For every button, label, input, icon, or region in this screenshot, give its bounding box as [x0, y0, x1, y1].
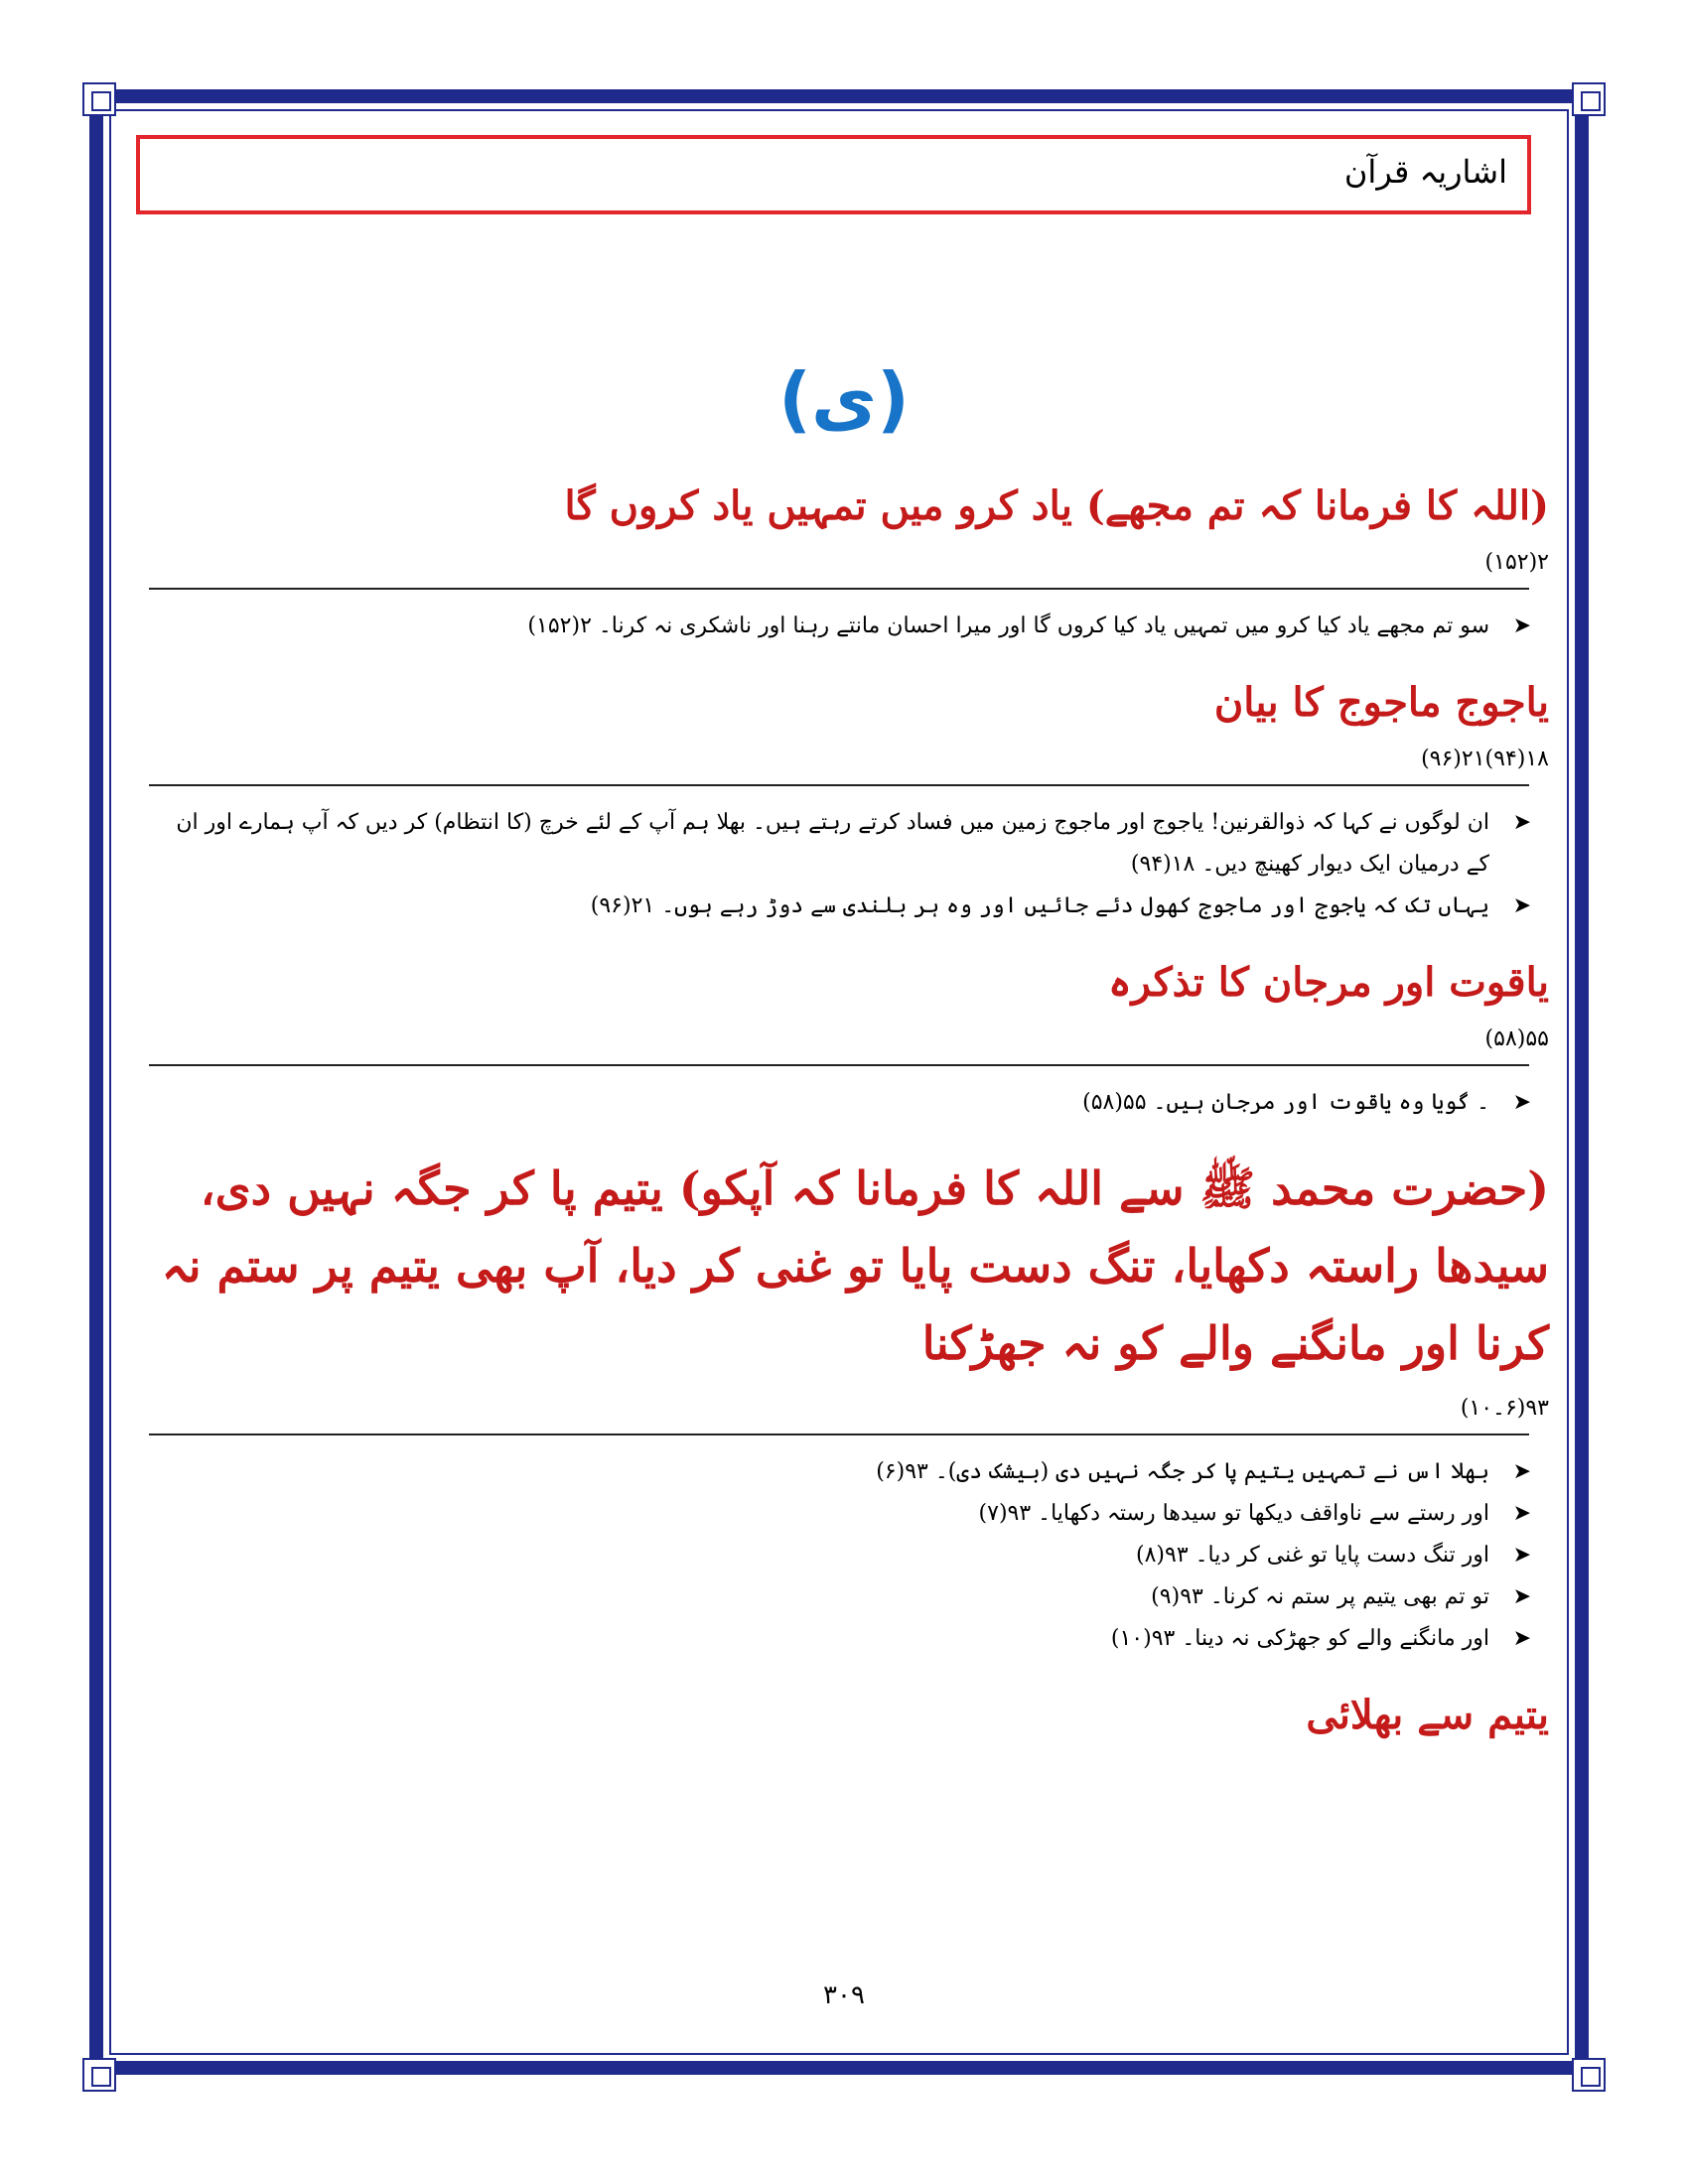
- section-orphan-guidance: [149, 1150, 1549, 1660]
- section-reference: ۲(۱۵۲): [1484, 550, 1549, 575]
- arrow-bullet-icon: ➤: [1512, 810, 1531, 835]
- verse-text: یہاں تک کہ یاجوج اور ماجوج کھول دئے جائیں اور وہ ہر بلندی سے دوڑ رہے ہوں۔ ۲۱(۹۶): [590, 893, 1489, 918]
- divider: [149, 784, 1529, 786]
- corner-ornament-bottom-right: [1572, 2058, 1606, 2092]
- arrow-bullet-icon: ➤: [1512, 1090, 1531, 1115]
- section-reference: ۵۵(۵۸): [1484, 1026, 1549, 1051]
- section-title: یاجوج ماجوج کا بیان: [1213, 679, 1549, 726]
- section-title: یتیم سے بھلائی: [1306, 1692, 1549, 1738]
- arrow-bullet-icon: ➤: [1512, 1626, 1531, 1651]
- header-title: اشاریہ قرآن: [1343, 153, 1507, 191]
- verse-text: تو تم بھی یتیم پر ستم نہ کرنا۔ ۹۳(۹): [1151, 1584, 1489, 1609]
- arrow-bullet-icon: ➤: [1512, 1459, 1531, 1484]
- section-remember: [149, 477, 1549, 647]
- corner-ornament-top-right: [1572, 82, 1606, 116]
- verse-text: اور تنگ دست پایا تو غنی کر دیا۔ ۹۳(۸): [1136, 1543, 1489, 1568]
- verse-list: [149, 606, 1549, 647]
- list-item: [149, 1082, 1549, 1124]
- section-kindness-to-orphan: [149, 1686, 1549, 1745]
- section-title: یاقوت اور مرجان کا تذکرہ: [1108, 959, 1549, 1006]
- verse-text: بھلا اس نے تمہیں یتیم پا کر جگہ نہیں دی (بیشک دی)۔ ۹۳(۶): [876, 1459, 1489, 1484]
- list-item: [149, 886, 1549, 927]
- list-item: [149, 1618, 1549, 1660]
- divider: [149, 588, 1529, 590]
- section-reference: ۹۳(۶۔۱۰): [1460, 1396, 1549, 1421]
- list-item: [149, 1535, 1549, 1576]
- verse-list: [149, 1451, 1549, 1660]
- verse-text: ۔ گویا وہ یاقوت اور مرجان ہیں۔ ۵۵(۵۸): [1082, 1090, 1489, 1115]
- verse-text: سو تم مجھے یاد کیا کرو میں تمہیں یاد کیا کروں گا اور میرا احسان مانتے رہنا اور ناشکری نہ کرنا۔ ۲(۱۵۲): [527, 614, 1489, 638]
- corner-ornament-bottom-left: [82, 2058, 116, 2092]
- list-item: [149, 606, 1549, 647]
- section-title: (اللہ کا فرمانا کہ تم مجھے) یاد کرو میں تمہیں یاد کروں گا: [564, 482, 1549, 529]
- page-number: ۳۰۹: [823, 1980, 865, 2010]
- verse-text: اور رستے سے ناواقف دیکھا تو سیدھا رستہ دکھایا۔ ۹۳(۷): [978, 1501, 1489, 1526]
- verse-text: اور مانگنے والے کو جھڑکی نہ دینا۔ ۹۳(۱۰): [1110, 1626, 1489, 1651]
- index-content: [149, 477, 1549, 1745]
- divider: [149, 1064, 1529, 1066]
- arrow-bullet-icon: ➤: [1512, 1501, 1531, 1526]
- section-title: (حضرت محمد ﷺ سے اللہ کا فرمانا کہ آپکو) یتیم پا کر جگہ نہیں دی، سیدھا راستہ دکھایا، تنگ دست پایا تو غنی کر دیا، آپ بھی یتیم پر ستم نہ کرنا اور مانگنے والے کو نہ جھڑکنا: [161, 1161, 1549, 1370]
- arrow-bullet-icon: ➤: [1512, 1584, 1531, 1609]
- verse-list: [149, 802, 1549, 927]
- list-item: [149, 1451, 1549, 1493]
- list-item: [149, 802, 1549, 886]
- section-yajuj-majuj: [149, 673, 1549, 927]
- header-box: [136, 135, 1531, 214]
- list-item: [149, 1493, 1549, 1535]
- arrow-bullet-icon: ➤: [1512, 1543, 1531, 1568]
- arrow-bullet-icon: ➤: [1512, 614, 1531, 638]
- corner-ornament-top-left: [82, 82, 116, 116]
- section-reference: ۱۸(۹۴)۲۱(۹۶): [1421, 747, 1549, 771]
- verse-list: [149, 1082, 1549, 1124]
- arrow-bullet-icon: ➤: [1512, 893, 1531, 918]
- letter-heading: (ی): [778, 357, 910, 441]
- list-item: [149, 1576, 1549, 1618]
- section-yaqut-marjan: [149, 953, 1549, 1124]
- divider: [149, 1433, 1529, 1435]
- verse-text: ان لوگوں نے کہا کہ ذوالقرنین! یاجوج اور ماجوج زمین میں فساد کرتے رہتے ہیں۔ بھلا ہم آپ کے لئے خرچ (کا انتظام) کر دیں کہ آپ ہمارے اور ان کے درمیان ایک دیوار کھینچ دیں۔ ۱۸(۹۴): [176, 810, 1489, 877]
